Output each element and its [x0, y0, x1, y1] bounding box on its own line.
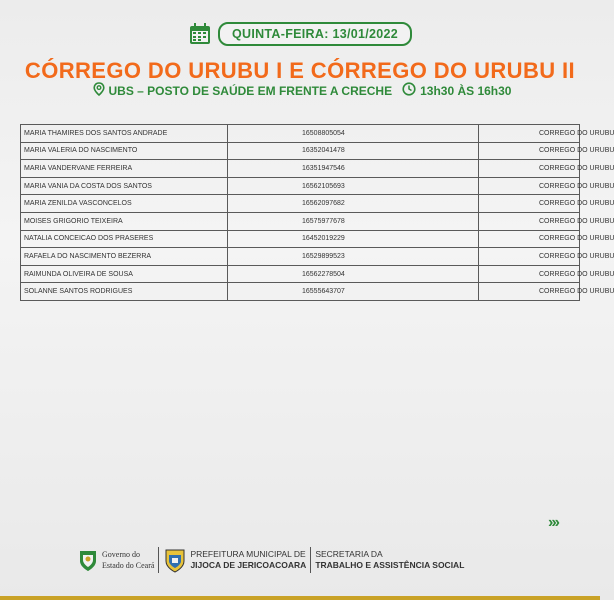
jijoca-crest-icon: [163, 547, 187, 573]
table-row: [21, 125, 580, 143]
sec-line1: SECRETARIA DA: [315, 549, 383, 559]
clock-icon: [402, 82, 416, 99]
table-row: [21, 265, 580, 283]
cell-name: MARIA VANDERVANE FERREIRA: [21, 160, 228, 178]
ceara-crest-icon: [78, 547, 98, 573]
cell-place: CORREGO DO URUBU: [479, 160, 580, 178]
table-row: [21, 195, 580, 213]
cell-place: CORREGO DO URUBU: [479, 230, 580, 248]
cell-number: 16452019229: [228, 230, 479, 248]
cell-number: 16529899523: [228, 248, 479, 266]
bottom-accent-band: [0, 596, 600, 600]
gov-line1: Governo do: [102, 550, 140, 559]
gov-line2: Estado do Ceará: [102, 561, 155, 570]
table-row: [21, 142, 580, 160]
cell-name: SOLANNE SANTOS RODRIGUES: [21, 283, 228, 301]
next-page-arrows[interactable]: ›››: [548, 514, 558, 531]
cell-place: CORREGO DO URUBU: [479, 212, 580, 230]
cell-place: CORREGO DO URUBU: [479, 265, 580, 283]
cell-place: CORREGO DO URUBU: [479, 195, 580, 213]
cell-number: 16352041478: [228, 142, 479, 160]
cell-name: RAFAELA DO NASCIMENTO BEZERRA: [21, 248, 228, 266]
footer-logos: [78, 545, 464, 575]
table-row: [21, 230, 580, 248]
cell-number: 16562097682: [228, 195, 479, 213]
cell-name: RAIMUNDA OLIVEIRA DE SOUSA: [21, 265, 228, 283]
secretaria-label: [315, 549, 464, 571]
cell-number: 16575977678: [228, 212, 479, 230]
divider: [310, 547, 311, 573]
cell-place: CORREGO DO URUBU: [479, 177, 580, 195]
cell-place: CORREGO DO URUBU: [479, 142, 580, 160]
table-row: [21, 248, 580, 266]
cell-number: 16508805054: [228, 125, 479, 143]
cell-name: NATALIA CONCEICAO DOS PRASERES: [21, 230, 228, 248]
cell-number: 16562105693: [228, 177, 479, 195]
sec-line2: TRABALHO E ASSISTÊNCIA SOCIAL: [315, 560, 465, 570]
cell-name: MARIA ZENILDA VASCONCELOS: [21, 195, 228, 213]
cell-place: CORREGO DO URUBU: [479, 248, 580, 266]
divider: [158, 547, 159, 573]
date-header: [0, 22, 600, 46]
ceara-government-logo: [78, 547, 154, 573]
cell-name: MARIA VALERIA DO NASCIMENTO: [21, 142, 228, 160]
time-label: 13h30 ÀS 16h30: [420, 83, 512, 98]
table-row: [21, 212, 580, 230]
cell-name: MARIA THAMIRES DOS SANTOS ANDRADE: [21, 125, 228, 143]
cell-name: MARIA VANIA DA COSTA DOS SANTOS: [21, 177, 228, 195]
page-title: CÓRREGO DO URUBU I E CÓRREGO DO URUBU II: [24, 58, 576, 83]
beneficiary-table: [20, 124, 614, 301]
cell-name: MOISES GRIGORIO TEIXEIRA: [21, 212, 228, 230]
jijoca-prefeitura-logo: [163, 547, 306, 573]
table-row: [21, 283, 580, 301]
calendar-icon: [188, 22, 212, 46]
pref-line1: PREFEITURA MUNICIPAL DE: [190, 549, 306, 559]
date-label: QUINTA-FEIRA: 13/01/2022: [218, 22, 412, 46]
cell-number: 16351947546: [228, 160, 479, 178]
location-pin-icon: [93, 82, 105, 99]
table-row: [21, 160, 580, 178]
location-time-row: [0, 82, 600, 99]
cell-number: 16562278504: [228, 265, 479, 283]
table-row: [21, 177, 580, 195]
location-label: UBS – POSTO DE SAÚDE EM FRENTE A CRECHE: [108, 83, 393, 98]
cell-place: CORREGO DO URUBU: [479, 125, 580, 143]
cell-number: 16555643707: [228, 283, 479, 301]
pref-line2: JIJOCA DE JERICOACOARA: [190, 560, 307, 570]
cell-place: CORREGO DO URUBU: [479, 283, 580, 301]
